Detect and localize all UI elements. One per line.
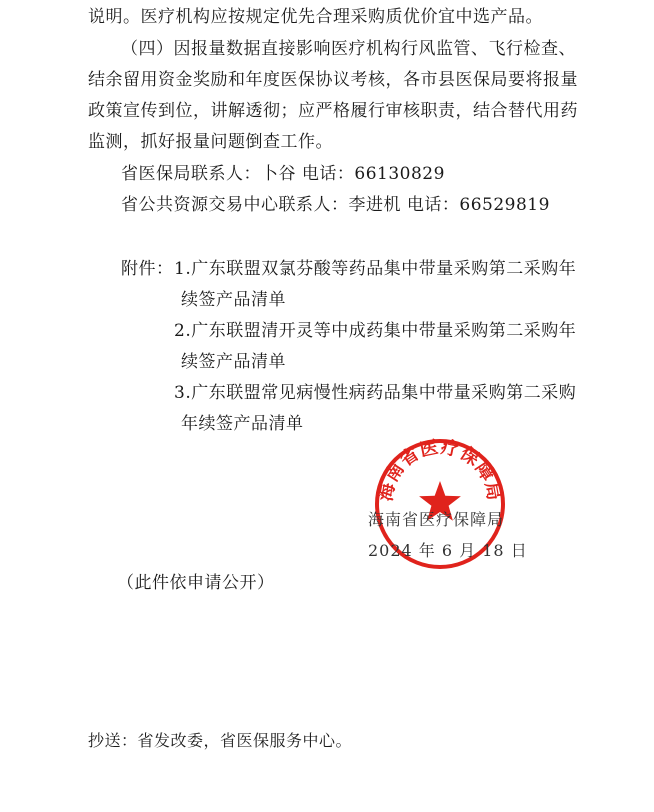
paragraph-line: 政策宣传到位，讲解透彻；应严格履行审核职责，结合替代用药 <box>88 101 578 121</box>
attachment-item: 1.广东联盟双氯芬酸等药品集中带量采购第二采购年 <box>174 259 577 279</box>
cc-line: 抄送：省发改委，省医保服务中心。 <box>88 731 353 750</box>
contact-line: 省医保局联系人：卜谷 电话：66130829 <box>121 164 445 184</box>
public-note: （此件依申请公开） <box>117 573 275 593</box>
paragraph-line: 监测，抓好报量问题倒查工作。 <box>88 132 333 152</box>
attachment-label: 附件： <box>121 259 174 279</box>
attachment-item: 2.广东联盟清开灵等中成药集中带量采购第二采购年 <box>174 321 577 341</box>
paragraph-line: （四）因报量数据直接影响医疗机构行风监管、飞行检查、 <box>121 39 576 59</box>
attachment-item: 续签产品清单 <box>181 290 286 310</box>
attachment-item: 年续签产品清单 <box>181 414 304 434</box>
seal-text: 海南省医疗保障局 <box>375 437 505 503</box>
signature-org: 海南省医疗保障局 <box>368 510 505 529</box>
contact-line: 省公共资源交易中心联系人：李进机 电话：66529819 <box>121 195 550 215</box>
attachment-item: 续签产品清单 <box>181 352 286 372</box>
signature-date: 2024 年 6 月 18 日 <box>368 541 528 560</box>
paragraph-line: 说明。医疗机构应按规定优先合理采购质优价宜中选产品。 <box>88 7 543 27</box>
attachment-item: 3.广东联盟常见病慢性病药品集中带量采购第二采购 <box>174 383 577 403</box>
paragraph-line: 结余留用资金奖励和年度医保协议考核，各市县医保局要将报量 <box>88 70 578 90</box>
